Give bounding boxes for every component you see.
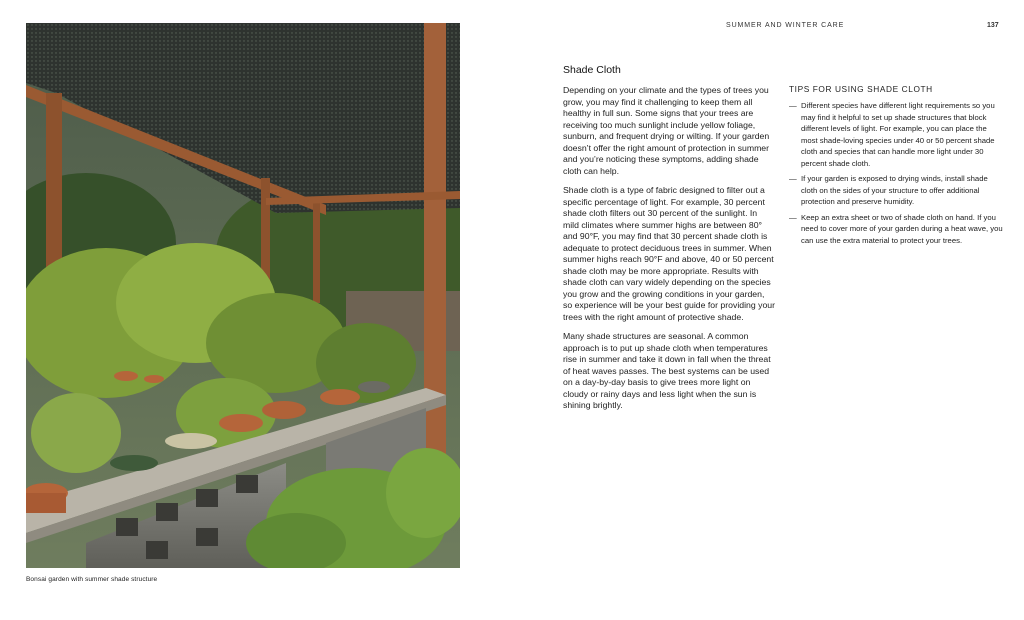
tip-text: Keep an extra sheet or two of shade cloth on hand. If you need to cover more of your garden during a heat wave, you can use the extra material to protect your trees. — [801, 212, 1003, 245]
dash-bullet: — — [789, 101, 797, 110]
section-title: Shade Cloth — [563, 64, 621, 76]
tips-sidebar — [789, 84, 1005, 250]
tip-text: Different species have different light requirements so you may find it helpful to set up shade structures that block different levels of light. For example, you can place the most shade-loving species under 40 or 50 percent shade cloth and species that can handle more light under 30 percent shade cloth. — [801, 101, 995, 168]
body-paragraph: Depending on your climate and the types of trees you grow, you may find it challenging to keep them all healthy in full sun. Some signs that your trees are receiving too much sunlight include yellow foliage, sunburn, and frequent drying or wilting. If your garden doesn’t offer the right amount of protection in summer and you’re noticing these symptoms, adding shade cloth can help. — [563, 85, 770, 176]
article-column — [563, 64, 775, 420]
dash-bullet: — — [789, 174, 797, 183]
body-paragraph: Shade cloth is a type of fabric designed to filter out a specific percentage of light. For example, 30 percent shade cloth filters out 30 percent of the sunlight. In mild climates where summer highs are between 80° and 90°F, you may find that 30 percent shade cloth is adequate to protect deciduous trees in summer. When summer highs reach 90°F and above, 40 or 50 percent shade cloth may be more appropriate. Results with shade cloth can vary widely depending on the species you grow and the growing conditions in your garden, so experience will be your best guide for providing your trees with the right amount of protective shade. — [563, 185, 775, 322]
tip-text: If your garden is exposed to drying winds, install shade cloth on the sides of your structure to offer additional protection and preserve humidity. — [801, 174, 988, 206]
tip-item — [789, 173, 1005, 208]
tip-item — [789, 100, 1005, 169]
tip-item — [789, 212, 1005, 247]
photo-illustration — [26, 23, 460, 568]
bonsai-garden-photo — [26, 23, 460, 568]
page-number: 137 — [987, 22, 999, 29]
tips-list — [789, 100, 1005, 246]
photo-caption: Bonsai garden with summer shade structure — [26, 576, 158, 583]
tips-title: TIPS FOR USING SHADE CLOTH — [789, 84, 933, 94]
body-paragraph: Many shade structures are seasonal. A common approach is to put up shade cloth when temperatures rise in summer and take it down in fall when the threat of heat waves passes. The best systems can be used on a day-by-day basis to give trees more light on cloudy or rainy days and less light when the sun is shining brightly. — [563, 331, 771, 410]
running-head: SUMMER AND WINTER CARE — [726, 22, 845, 29]
dash-bullet: — — [789, 212, 797, 222]
